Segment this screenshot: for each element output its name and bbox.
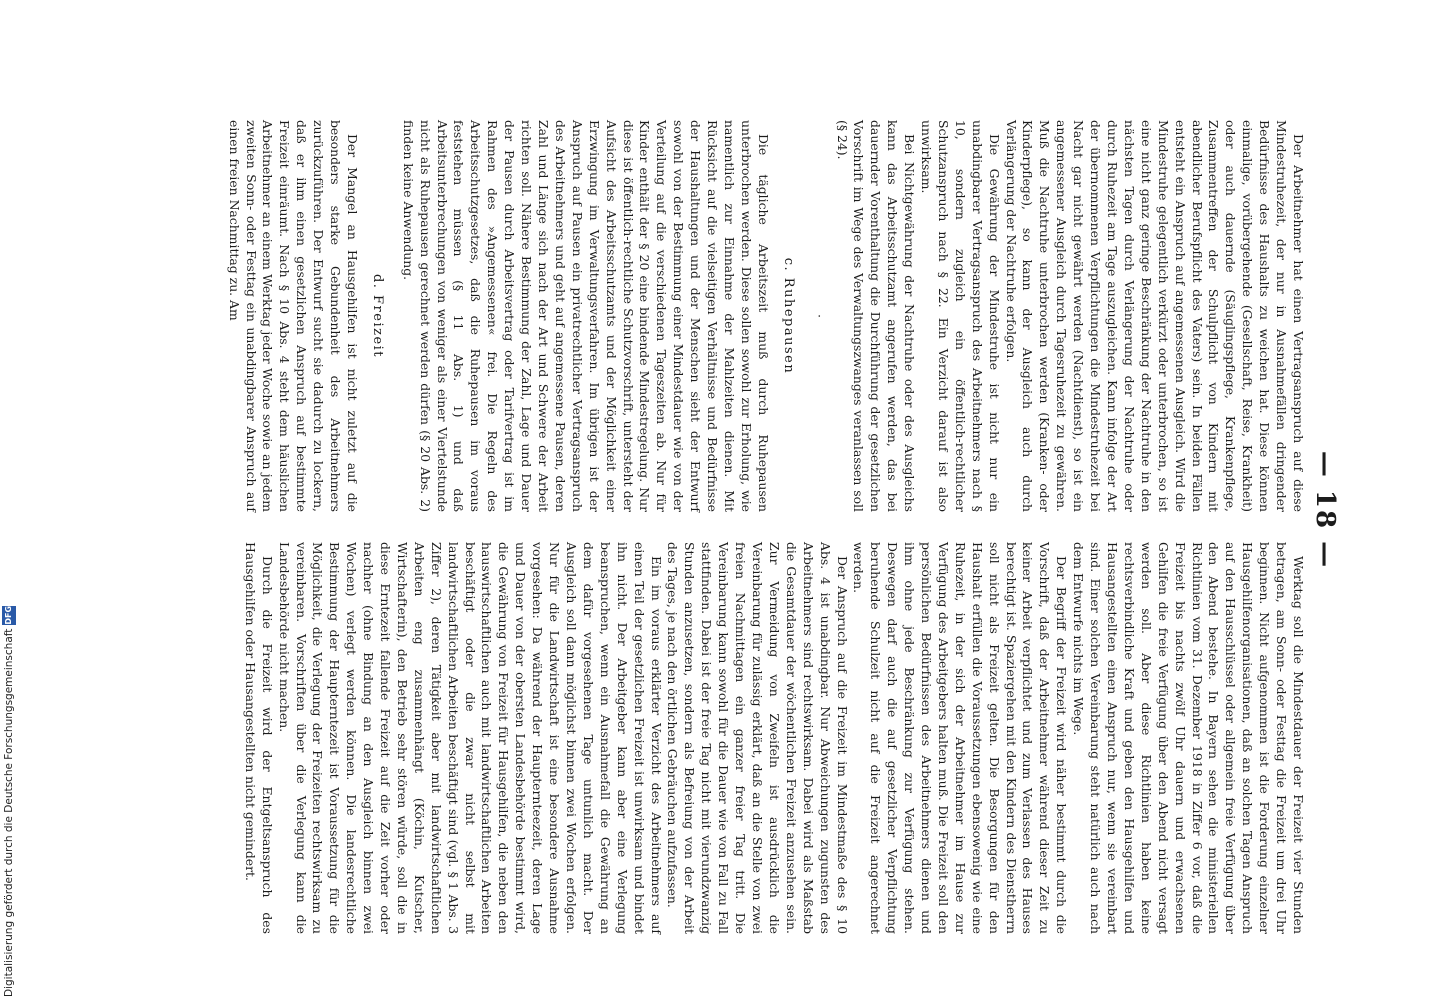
credit-text: Digitalisierung gefördert durch die Deutsche Forschungsgemeinschaft xyxy=(3,628,15,997)
left-text-column xyxy=(225,120,1306,512)
dfg-logo: DFG xyxy=(2,606,16,625)
section-heading-freizeit: d. Freizeit xyxy=(369,273,385,359)
body-paragraph: Der Anspruch auf die Freizeit im Mindestmaße des § 10 Abs. 4 ist unabdingbar. Nur Abweichungen zugunsten des Arbeitnehmers sind rechtswirksam. Dabei wird als Maßstab die Gesamtdauer der wöchentlichen Freizeit anzusehen sein. Zur Vermeidung von Zweifeln ist ausdrücklich die Vereinbarung für zulässig erklärt, daß an die Stelle von zwei freien Nachmittagen ein ganzer freier Tag tritt. Die Vereinbarung kann sowohl für die Dauer wie von Fall zu Fall stattfinden. Dabei ist der freie Tag nicht mit vierundzwanzig Stunden anzusetzen, sondern als Befreiung von der Arbeit des Tages, je nach den örtlichen Gebräuchen aufzufassen. xyxy=(665,542,850,934)
separator-dot: · xyxy=(811,314,826,318)
body-paragraph: Die Gewährung der Mindestruhe ist nicht nur ein unabdingbarer Vertragsanspruch des Arbeitnehmers nach § 10, sondern zugleich ein öffentlich-rechtlicher Schutzanspruch nach § 22. Ein Verzicht darauf ist also unwirksam. xyxy=(919,120,1002,512)
body-paragraph: Die tägliche Arbeitszeit muß durch Ruhepausen unterbrochen werden. Diese sollen sowohl zur Erholung, wie namentlich zur Einnahme der Mahlzeiten dienen. Mit Rücksicht auf die vielseitigen Verhältnisse und Bedürfnisse der Haushaltungen und der Menschen sieht der Entwurf sowohl von der Bestimmung einer Mindestdauer wie von der Verteilung auf die verschiedenen Tageszeiten ab. Nur für Kinder enthält der § 20 eine bindende Mindestregelung. Nur diese ist öffentlich-rechtliche Schutzvorschrift, untersteht der Aufsicht des Arbeitsschutzamts und der Möglichkeit einer Erzwingung im Verwaltungsverfahren. Im übrigen ist der Anspruch auf Pausen ein privatrechtlicher Vertragsanspruch des Arbeitnehmers und geht auf angemessene Pausen, deren Zahl und Länge sich nach der Art und Schwere der Arbeit richten soll. Nähere Bestimmung der Zahl, Lage und Dauer der Pausen durch Arbeitsvertrag oder Tarifvertrag ist im Rahmen des »Angemessenen« frei. Die Regeln des Arbeitsschutzgesetzes, daß die Ruhepausen im voraus feststehen müssen (§ 11 Abs. 1) und daß Arbeitsunterbrechungen von weniger als einer Viertelstunde nicht als Ruhepausen gerechnet werden dürfen (§ 20 Abs. 2) finden keine Anwendung. xyxy=(400,120,771,512)
body-paragraph: Ein im voraus erklärter Verzicht des Arbeitnehmers auf einen Teil der gesetzlichen Freizeit ist unwirksam und bindet ihn nicht. Der Arbeitgeber kann aber eine Verlegung beanspruchen, wenn ein Ausnahmefall die Gewährung an dem dafür vorgesehenen Tage untunlich macht. Der Ausgleich soll dann möglichst binnen zwei Wochen erfolgen. Nur für die Landwirtschaft ist eine besondere Ausnahme vorgesehen: Da während der Haupternteezeit, deren Lage und Dauer von der obersten Landesbehörde bestimmt wird, die Gewährung von Freizeit für Hausgehilfen, die neben den hauswirtschaftlichen auch mit landwirtschaftlichen Arbeiten beschäftigt oder die zwar nicht selbst mit landwirtschaftlichen Arbeiten beschäftigt sind (vgl. § 1 Abs. 3 Ziffer 2), deren Tätigkeit aber mit landwirtschaftlichen Arbeiten eng zusammenhängt (Köchin, Kutscher, Wirtschafterin), den Betrieb sehr stören würde, soll die in diese Erntezeit fallende Freizeit auf die Zeit vorher oder nachher (ohne Bindung an den Ausgleich binnen zwei Wochen) verlegt werden können. Die landesrechtliche Bestimmung der Haupterntezeit ist Voraussetzung für die Möglichkeit, die Verlegung der Freizeiten rechtswirksam zu vereinbaren. Vorschriften über die Verlegung kann die Landesbehörde nicht machen. xyxy=(276,542,664,934)
page-number: — 18 — xyxy=(1310,450,1340,570)
body-paragraph: Werktag soll die Mindestdauer der Freizeit vier Stunden betragen, am Sonn- oder Festtag die Freizeit um drei Uhr beginnen. Nicht aufgenommen ist die Forderung einzelner Hausgehilfenorganisationen, daß an solchen Tagen Anspruch auf den Hausschlüssel oder allgemein freie Verfügung über den Abend bestehe. In Bayern sehen die ministeriellen Richtlinien vom 31. Dezember 1918 in Ziffer 6 vor, daß die Freizeit bis nachts zwölf Uhr dauern und erwachsenen Gehilfen die freie Verfügung über den Abend nicht versagt werden soll. Aber diese Richtlinien haben keine rechtsverbindliche Kraft und geben den Hausgehilfen und Hausangestellten einen Anspruch nur, wenn sie vereinbart sind. Einer solchen Vereinbarung steht natürlich auch nach dem Entwurfe nichts im Wege. xyxy=(1071,542,1306,934)
body-paragraph: Der Arbeitnehmer hat einen Vertragsanspruch auf diese Mindestruhezeit, der nur in Ausnahmefällen dringender Bedürfnisse des Haushalts zu weichen hat. Diese können einmalige, vorübergehende (Gesellschaft, Reise, Krankheit) oder auch dauernde (Säuglingspflege, Krankenpflege, Zusammentreffen der Schulpflicht von Kindern mit abendlicher Berufspflicht des Vaters) sein. In beiden Fällen entsteht ein Anspruch auf angemessenen Ausgleich. Wird die Mindestruhe gelegentlich verkürzt oder unterbrochen, so ist eine nicht ganz geringe Beschränkung der Nachtruhe in den nächsten Tagen durch Verlängerung der Nachtruhe oder durch Ruhezeit am Tage auszugleichen. Kann infolge der Art der übernommenen Verpflichtungen die Mindestruhezeit bei Nacht gar nicht gewährt werden (Nachtdienst), so ist ein angemessener Ausgleich durch Tagesruhezeit zu gewähren. Muß die Nachtruhe unterbrochen werden (Kranken- oder Kinderpflege), so kann der Ausgleich auch durch Verlängerung der Nachtruhe erfolgen. xyxy=(1003,120,1306,512)
body-paragraph: Der Mangel an Hausgehilfen ist nicht zuletzt auf die besonders starke Gebundenheit des Arbeitnehmers zurückzuführen. Der Entwurf sucht sie dadurch zu lockern, daß er ihm einen gesetzlichen Anspruch auf bestimmte Freizeit einräumt. Nach § 10 Abs. 4 steht dem häuslichen Arbeitnehmer an einem Werktag jeder Woche sowie an jedem zweiten Sonn- oder Festtag ein unabdingbarer Anspruch auf einen freien Nachmittag zu. Am xyxy=(226,120,360,512)
rotated-document-page xyxy=(130,90,1340,934)
digitization-credit xyxy=(0,605,22,1000)
section-heading-ruhepausen: c. Ruhepausen xyxy=(780,257,796,375)
body-paragraph: Bei Nichtgewährung der Nachtruhe oder des Ausgleichs kann das Arbeitsschutzamt angerufen werden, das bei dauernder Vorenthaltung die Durchführung der gesetzlichen Vorschrift im Wege des Verwaltungszwanges veranlassen soll (§ 24). xyxy=(834,120,918,512)
right-text-column xyxy=(241,542,1306,934)
digitization-credit-text xyxy=(2,607,16,997)
body-paragraph: Durch die Freizeit wird der Entgeltsanspruch des Hausgehilfen oder Hausangestellten nicht gemindert. xyxy=(242,542,275,934)
body-paragraph: Der Begriff der Freizeit wird näher bestimmt durch die Vorschrift, daß der Arbeitnehmer während dieser Zeit zu keiner Arbeit verpflichtet und zum Verlassen des Hauses berechtigt ist. Spaziergehen mit den Kindern des Dienstherrn soll nicht als Freizeit gelten. Die Besorgungen für den Haushalt erfüllen die Voraussetzungen ebensowenig wie eine Ruhezeit, in der sich der Arbeitnehmer im Hause zur Verfügung des Arbeitgebers halten muß. Die Freizeit soll den persönlichen Bedürfnissen des Arbeitnehmers dienen und ihm ohne jede Beschränkung zur Verfügung stehen. Deswegen darf auch die auf gesetzlicher Verpflichtung beruhende Schulzeit nicht auf die Freizeit angerechnet werden. xyxy=(851,542,1070,934)
